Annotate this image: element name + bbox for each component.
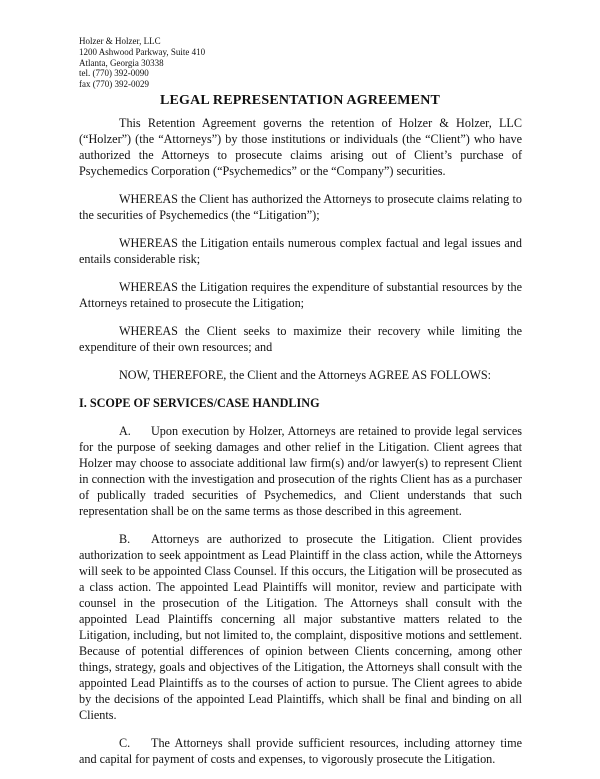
clause-label: B. (119, 532, 131, 546)
clause-c (79, 735, 522, 767)
clause-text: Attorneys are authorized to prosecute the Litigation. Client provides authorization to seek appointment as Lead Plaintiff in the class action, while the Attorneys will seek to be appointed Class Counsel. If this occurs, the Litigation will be prosecuted as a class action. The appointed Lead Plaintiffs will monitor, review and participate with counsel in the prosecution of the Litigation. The Attorneys shall consult with the appointed Lead Plaintiffs concerning all major substantive matters related to the Litigation, including, but not limited to, the complaint, dispositive motions and settlement. Because of potential differences of opinion between Clients concerning, among other things, strategy, goals and objectives of the Litigation, the Attorneys shall consult with the appointed Lead Plaintiffs as to the courses of action to pursue. The Client agrees to abide by the decisions of the appointed Lead Plaintiffs, which shall be final and binding on all Clients. (79, 532, 522, 722)
whereas-paragraph: WHEREAS the Litigation entails numerous complex factual and legal issues and entails considerable risk; (79, 236, 522, 266)
clause-label: A. (119, 424, 131, 438)
document-body (79, 115, 522, 779)
clause-text: The Attorneys shall provide sufficient resources, including attorney time and capital for payment of costs and expenses, to vigorously prosecute the Litigation. (79, 736, 522, 766)
city-state: Atlanta, Georgia 30338 (79, 57, 164, 68)
clause-b (79, 531, 522, 723)
telephone: tel. (770) 392-0090 (79, 68, 149, 79)
whereas-paragraph: WHEREAS the Client has authorized the Attorneys to prosecute claims relating to the securities of Psychemedics (the “Litigation”); (79, 192, 522, 222)
section-heading: I. SCOPE OF SERVICES/CASE HANDLING (79, 396, 320, 410)
clause-text: Upon execution by Holzer, Attorneys are retained to provide legal services for the purpose of seeking damages and other relief in the Litigation. Client agrees that Holzer may choose to associate additional law firm(s) and/or lawyer(s) to represent Client in connection with the investigation and prosecution of the rights Client has as a purchaser of publically traded securities of Psychemedics, and Client understands that such representation shall be on the same terms as those described in this agreement. (79, 424, 522, 518)
firm-name: Holzer & Holzer, LLC (79, 36, 161, 46)
whereas-paragraph: WHEREAS the Client seeks to maximize their recovery while limiting the expenditure of their own resources; and (79, 324, 522, 354)
intro-paragraph: This Retention Agreement governs the retention of Holzer & Holzer, LLC (“Holzer”) (the “Attorneys”) by those institutions or individuals (the “Client”) who have authorized the Attorneys to prosecute claims arising out of Client’s purchase of Psychemedics Corporation (“Psychemedics” or the “Company”) securities. (79, 116, 522, 178)
letterhead-address (79, 36, 205, 90)
clause-a (79, 423, 522, 519)
fax: fax (770) 392-0029 (79, 79, 149, 90)
street-address: 1200 Ashwood Parkway, Suite 410 (79, 46, 206, 57)
therefore-paragraph: NOW, THEREFORE, the Client and the Attorneys AGREE AS FOLLOWS: (119, 368, 492, 382)
whereas-paragraph: WHEREAS the Litigation requires the expenditure of substantial resources by the Attorneys retained to prosecute the Litigation; (79, 280, 522, 310)
clause-label: C. (119, 736, 131, 750)
document-title: LEGAL REPRESENTATION AGREEMENT (159, 93, 441, 108)
